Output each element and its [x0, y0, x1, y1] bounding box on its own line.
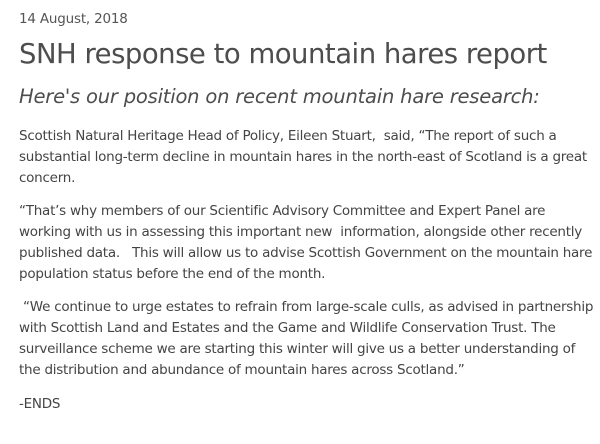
news-article: [19, 0, 594, 415]
ends-marker: -ENDS: [19, 396, 61, 412]
paragraph-line: population status before the end of the month.: [19, 266, 326, 282]
paragraph-line: concern.: [19, 170, 76, 186]
paragraph-1: [19, 126, 591, 189]
paragraph-line: with Scottish Land and Estates and the Game and Wildlife Conservation Trust. The: [19, 320, 556, 336]
paragraph-line: surveillance scheme we are starting this winter will give us a better understanding of: [19, 341, 576, 357]
paragraph-line: working with us in assessing this important new information, alongside other recently: [19, 224, 583, 240]
article-title: SNH response to mountain hares report: [19, 38, 547, 70]
paragraph-line: “That’s why members of our Scientific Advisory Committee and Expert Panel are: [19, 203, 546, 219]
paragraph-3: [19, 297, 594, 381]
paragraph-2: [19, 201, 591, 285]
paragraph-line: “We continue to urge estates to refrain from large-scale culls, as advised in partnership: [19, 299, 594, 315]
paragraph-line: substantial long-term decline in mountain hares in the north-east of Scotland is a great: [19, 149, 587, 165]
paragraph-line: published data. This will allow us to advise Scottish Government on the mountain hare: [19, 245, 593, 261]
article-subtitle: Here's our position on recent mountain hare research:: [19, 85, 540, 108]
paragraph-line: the distribution and abundance of mountain hares across Scotland.”: [19, 362, 465, 378]
publish-date: 14 August, 2018: [19, 11, 128, 27]
paragraph-line: Scottish Natural Heritage Head of Policy, Eileen Stuart, said, “The report of such a: [19, 128, 557, 144]
